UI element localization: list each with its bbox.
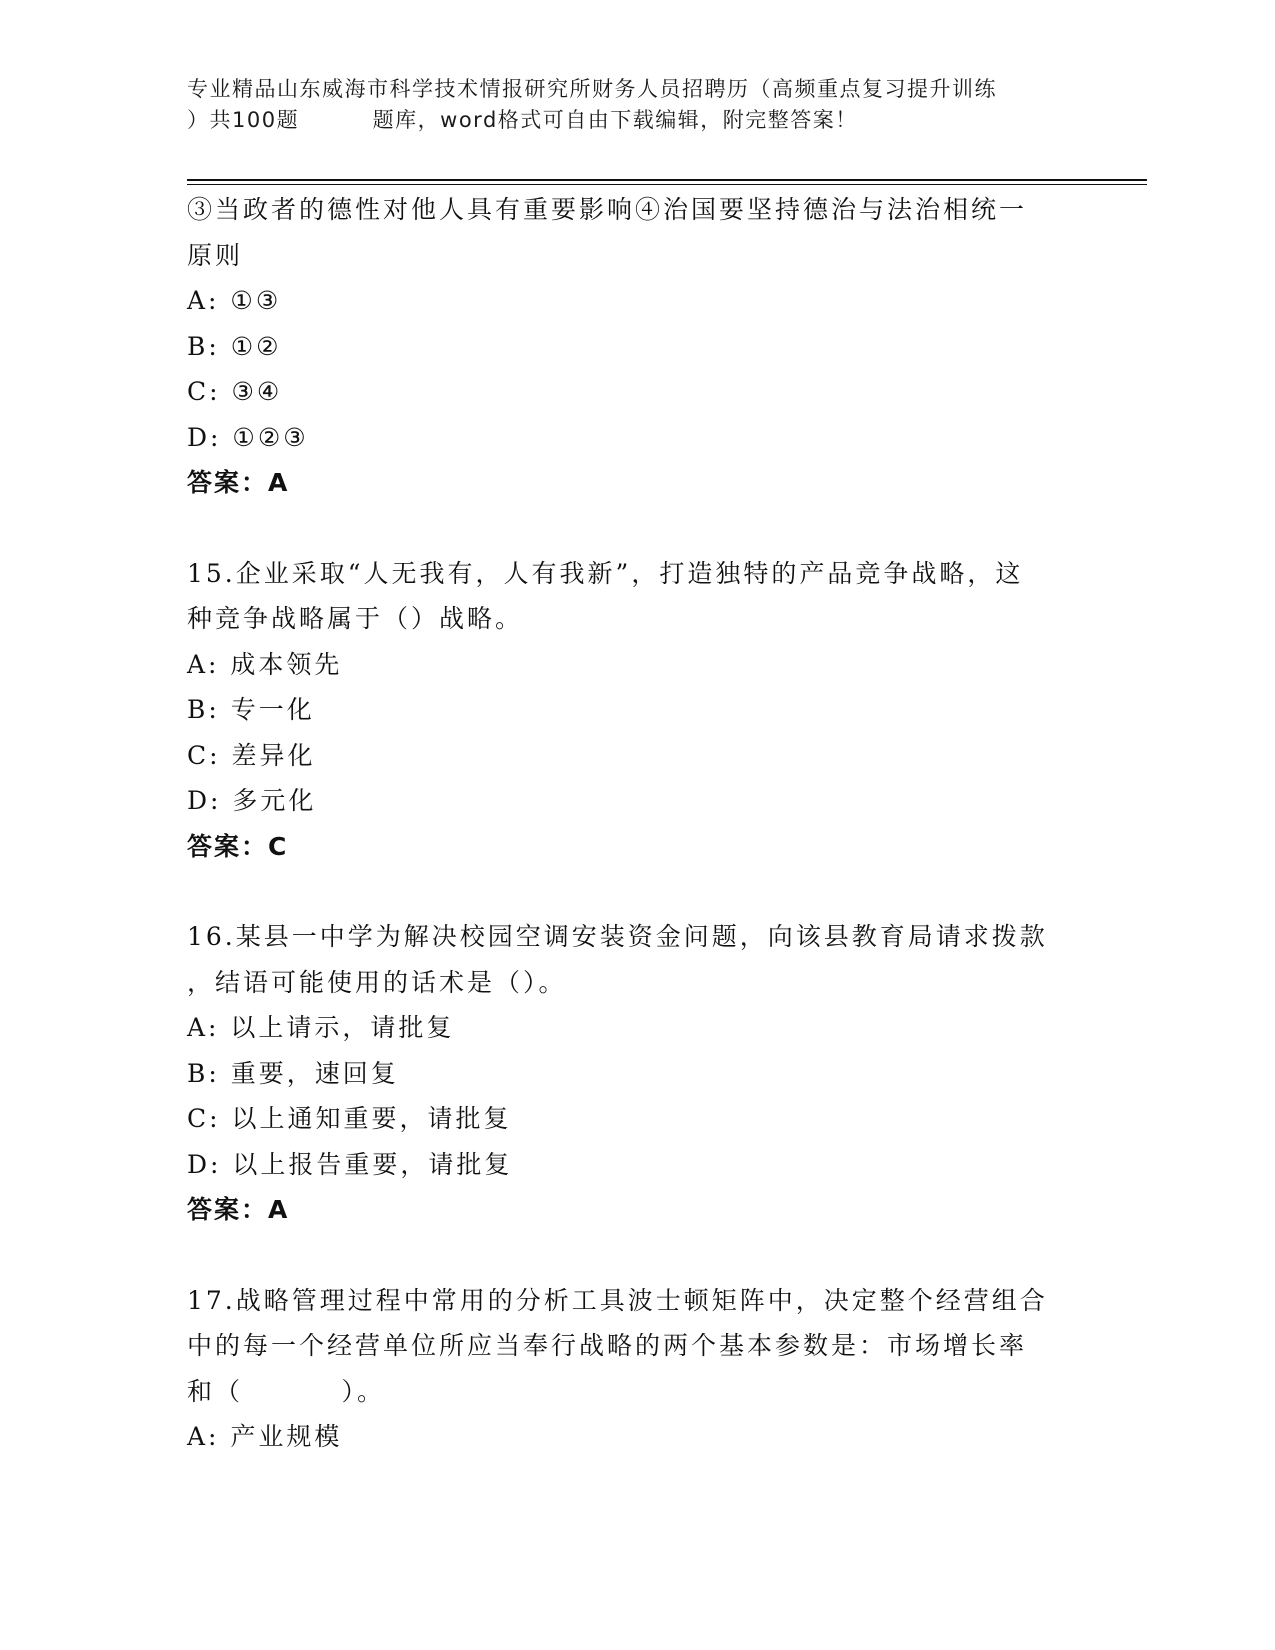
- question-stem-line: 和（ ）。: [187, 1376, 386, 1406]
- question-stem-line: 原则: [187, 240, 244, 270]
- header-divider-thin: [187, 184, 1147, 185]
- question-stem-line: 种竞争战略属于（）战略。: [187, 604, 524, 633]
- question-list: [187, 187, 1067, 1460]
- question-stem-line: 16.某县一中学为解决校园空调安装资金问题，向该县教育局请求拨款: [187, 922, 1048, 951]
- question-stem-line: 15.企业采取“人无我有，人有我新”，打造独特的产品竞争战略，这: [187, 558, 1024, 588]
- header-title-line-2: ）共100题 题库，word格式可自由下载编辑，附完整答案！: [187, 108, 858, 132]
- option-b: B: ①②: [187, 331, 282, 361]
- header-divider-thick: [187, 179, 1147, 181]
- question-stem-line: 中的每一个经营单位所应当奉行战略的两个基本参数是：市场增长率: [187, 1331, 1028, 1360]
- question-spacer: [187, 506, 1067, 551]
- question-16: [187, 914, 1067, 1233]
- option-b: B: 专一化: [187, 695, 315, 724]
- option-c: C: 差异化: [187, 740, 316, 770]
- option-a: A: ①③: [187, 286, 282, 315]
- question-15: [187, 551, 1067, 870]
- header-title-line-1: 专业精品山东威海市科学技术情报研究所财务人员招聘历（高频重点复习提升训练: [187, 77, 997, 101]
- question-stem-line: ③当政者的德性对他人具有重要影响④治国要坚持德治与法治相统一: [187, 195, 1028, 224]
- question-14-continued: [187, 187, 1067, 506]
- option-d: D: 以上报告重要，请批复: [187, 1149, 513, 1179]
- document-header: [187, 74, 1107, 136]
- option-b: B: 重要，速回复: [187, 1058, 399, 1088]
- question-spacer: [187, 869, 1067, 914]
- question-stem-line: ，结语可能使用的话术是（）。: [187, 967, 567, 997]
- question-17: [187, 1278, 1067, 1460]
- answer-line: 答案：A: [187, 1195, 290, 1224]
- answer-line: 答案：A: [187, 468, 290, 497]
- question-spacer: [187, 1233, 1067, 1278]
- answer-line: 答案：C: [187, 831, 289, 861]
- option-c: C: 以上通知重要，请批复: [187, 1104, 512, 1133]
- option-d: D: ①②③: [187, 422, 309, 452]
- option-d: D: 多元化: [187, 786, 317, 815]
- option-a: A: 产业规模: [187, 1422, 343, 1451]
- option-a: A: 以上请示，请批复: [187, 1013, 455, 1042]
- question-stem-line: 17.战略管理过程中常用的分析工具波士顿矩阵中，决定整个经营组合: [187, 1285, 1048, 1315]
- option-a: A: 成本领先: [187, 649, 343, 679]
- option-c: C: ③④: [187, 377, 283, 406]
